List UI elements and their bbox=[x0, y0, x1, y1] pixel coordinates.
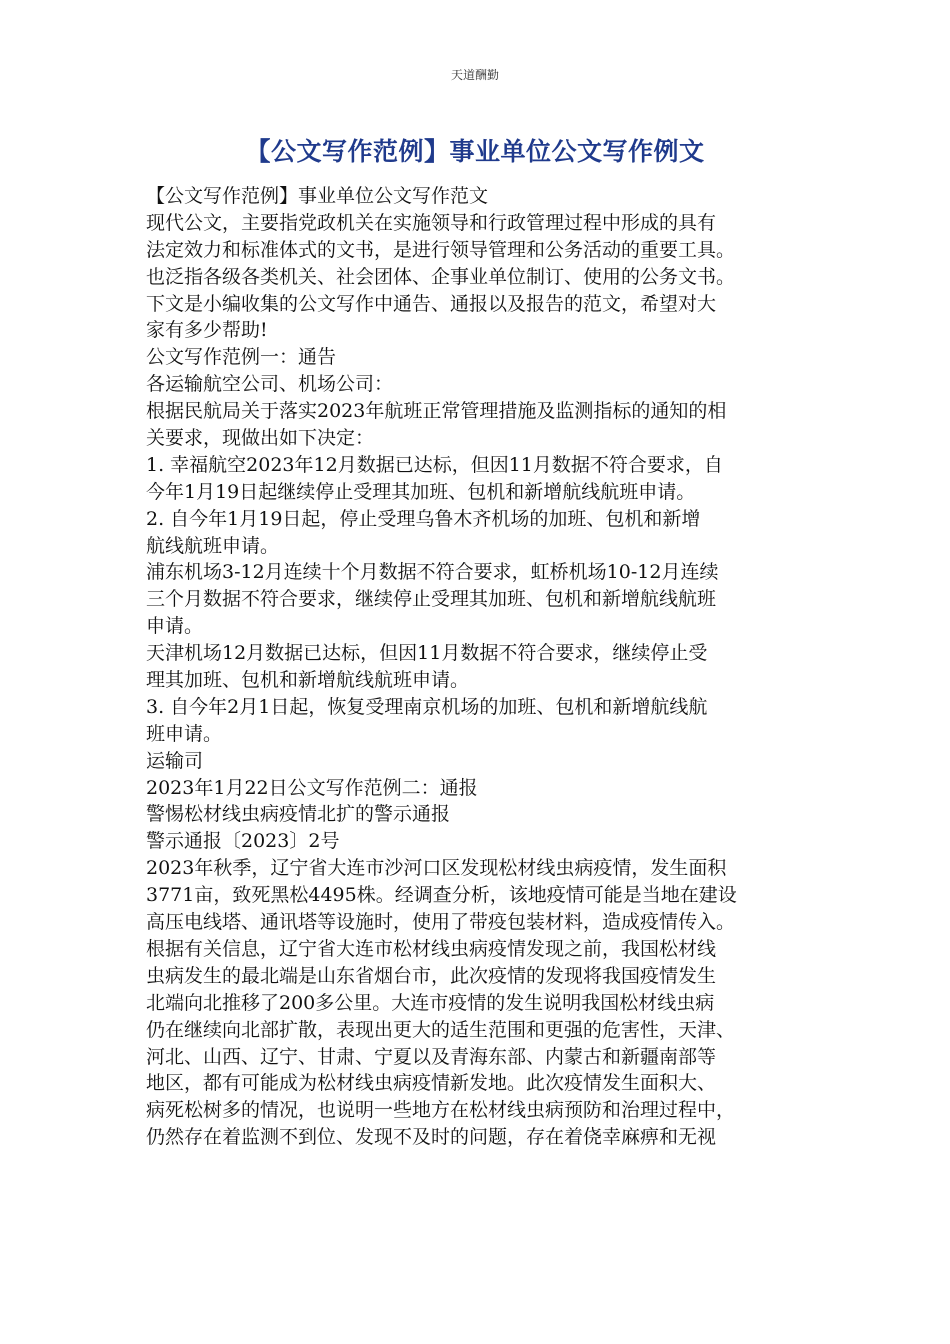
body-line: 2. 自今年1月19日起，停止受理乌鲁木齐机场的加班、包机和新增 bbox=[146, 507, 701, 530]
body-line: 浦东机场3-12月连续十个月数据不符合要求，虹桥机场10-12月连续 bbox=[146, 561, 719, 584]
document-title: 【公文写作范例】事业单位公文写作例文 bbox=[245, 137, 705, 166]
body-line: 法定效力和标准体式的文书，是进行领导管理和公务活动的重要工具。 bbox=[146, 238, 736, 261]
body-line: 天津机场12月数据已达标，但因11月数据不符合要求，继续停止受 bbox=[146, 642, 708, 665]
body-line: 关要求，现做出如下决定： bbox=[146, 427, 375, 450]
body-line: 现代公文，主要指党政机关在实施领导和行政管理过程中形成的具有 bbox=[146, 211, 717, 234]
body-line: 班申请。 bbox=[146, 722, 223, 745]
body-line: 今年1月19日起继续停止受理其加班、包机和新增航线航班申请。 bbox=[146, 480, 696, 503]
body-line: 根据有关信息，辽宁省大连市松材线虫病疫情发现之前，我国松材线 bbox=[146, 937, 717, 960]
body-line: 河北、山西、辽宁、甘肃、宁夏以及青海东部、内蒙古和新疆南部等 bbox=[146, 1045, 717, 1068]
body-line: 2023年秋季，辽宁省大连市沙河口区发现松材线虫病疫情，发生面积 bbox=[146, 857, 727, 880]
document-body bbox=[146, 183, 814, 1151]
body-line: 【公文写作范例】事业单位公文写作范文 bbox=[146, 185, 489, 207]
body-line: 航线航班申请。 bbox=[146, 534, 280, 557]
body-line: 虫病发生的最北端是山东省烟台市，此次疫情的发现将我国疫情发生 bbox=[146, 964, 717, 987]
body-line: 3771亩，致死黑松4495株。经调查分析，该地疫情可能是当地在建设 bbox=[146, 884, 737, 907]
body-line: 病死松树多的情况，也说明一些地方在松材线虫病预防和治理过程中， bbox=[146, 1099, 736, 1122]
body-line: 警示通报〔2023〕2号 bbox=[146, 830, 340, 853]
body-line: 高压电线塔、通讯塔等设施时，使用了带疫包装材料，造成疫情传入。 bbox=[146, 911, 736, 934]
body-line: 仍然存在着监测不到位、发现不及时的问题，存在着侥幸麻痹和无视 bbox=[146, 1126, 717, 1149]
body-line: 地区，都有可能成为松材线虫病疫情新发地。此次疫情发生面积大、 bbox=[146, 1072, 717, 1095]
body-line: 1. 幸福航空2023年12月数据已达标，但因11月数据不符合要求，自 bbox=[146, 453, 723, 476]
body-line: 家有多少帮助! bbox=[146, 319, 268, 342]
body-line: 公文写作范例一：通告 bbox=[146, 346, 337, 369]
body-line: 警惕松材线虫病疫情北扩的警示通报 bbox=[146, 803, 451, 826]
page-header: 天道酬勤 bbox=[450, 68, 499, 82]
body-line: 申请。 bbox=[146, 615, 204, 638]
body-line: 根据民航局关于落实2023年航班正常管理措施及监测指标的通知的相 bbox=[146, 400, 727, 423]
body-line: 也泛指各级各类机关、社会团体、企事业单位制订、使用的公务文书。 bbox=[146, 265, 736, 288]
body-line: 各运输航空公司、机场公司： bbox=[146, 373, 394, 396]
body-line: 三个月数据不符合要求，继续停止受理其加班、包机和新增航线航班 bbox=[146, 588, 717, 611]
body-line: 2023年1月22日公文写作范例二：通报 bbox=[146, 776, 478, 799]
body-line: 仍在继续向北部扩散，表现出更大的适生范围和更强的危害性，天津、 bbox=[146, 1018, 736, 1041]
body-line: 北端向北推移了200多公里。大连市疫情的发生说明我国松材线虫病 bbox=[146, 991, 715, 1014]
body-line: 下文是小编收集的公文写作中通告、通报以及报告的范文，希望对大 bbox=[146, 292, 717, 315]
body-line: 理其加班、包机和新增航线航班申请。 bbox=[146, 669, 470, 692]
body-line: 3. 自今年2月1日起，恢复受理南京机场的加班、包机和新增航线航 bbox=[146, 695, 708, 718]
body-line: 运输司 bbox=[146, 749, 204, 772]
